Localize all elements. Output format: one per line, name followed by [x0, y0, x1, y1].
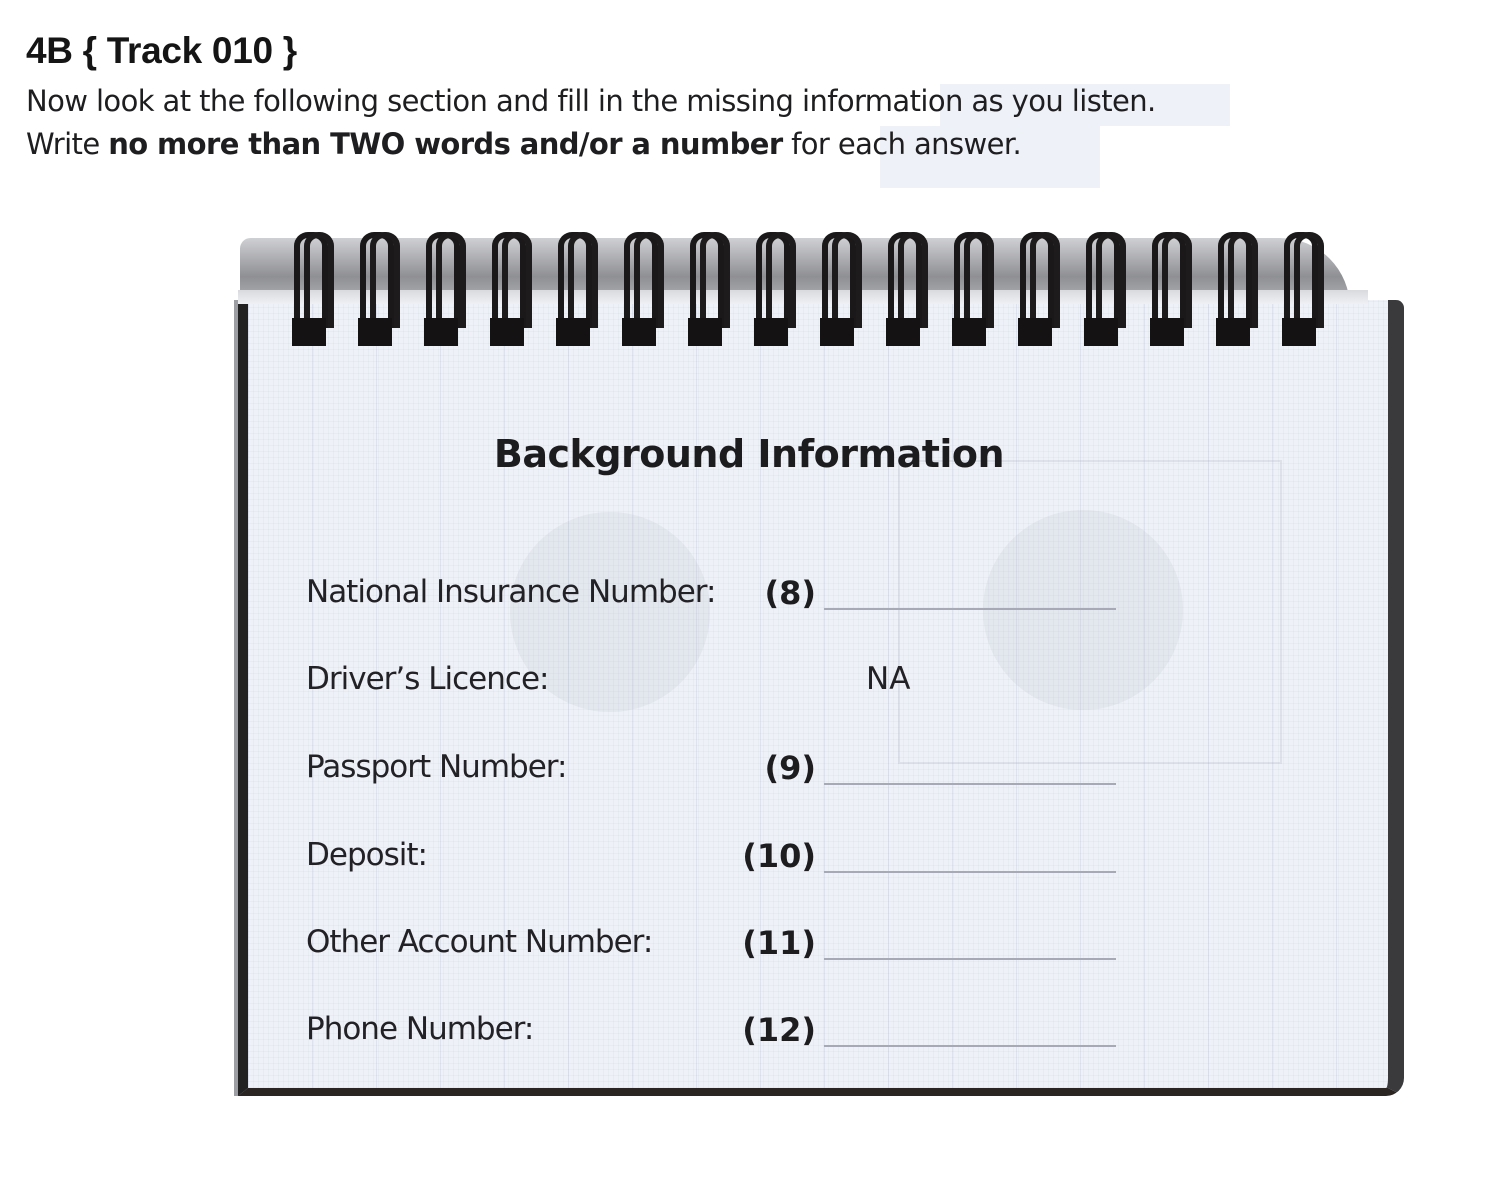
answer-blank[interactable] — [824, 871, 1116, 873]
field-label: National Insurance Number: — [306, 574, 716, 610]
instruction-line-1: Now look at the following section and fill in the missing information as you listen. — [26, 84, 1156, 118]
question-number: (8) — [764, 574, 816, 612]
answer-blank[interactable] — [824, 783, 1116, 785]
instruction-emphasis: no more than TWO words and/or a number — [108, 127, 783, 161]
instruction-prefix: Write — [26, 127, 109, 161]
answer-blank[interactable] — [824, 1045, 1116, 1047]
instruction-suffix: for each answer. — [782, 127, 1022, 161]
spiral-binding — [290, 230, 1350, 350]
spiral-ring-icon — [1082, 230, 1122, 350]
field-label: Deposit: — [306, 837, 427, 873]
field-value: NA — [866, 661, 911, 697]
spiral-ring-icon — [356, 230, 396, 350]
spiral-ring-icon — [1016, 230, 1056, 350]
question-number: (9) — [764, 749, 816, 787]
field-national-insurance — [306, 574, 1126, 624]
spiral-ring-icon — [686, 230, 726, 350]
card-title: Background Information — [493, 432, 1005, 476]
field-label: Other Account Number: — [306, 924, 653, 960]
field-label: Passport Number: — [306, 749, 567, 785]
spiral-ring-icon — [950, 230, 990, 350]
spiral-ring-icon — [290, 230, 330, 350]
question-number: (11) — [742, 924, 816, 962]
spiral-ring-icon — [752, 230, 792, 350]
question-number: (10) — [742, 837, 816, 875]
spiral-ring-icon — [818, 230, 858, 350]
spiral-ring-icon — [884, 230, 924, 350]
field-drivers-licence — [306, 661, 1126, 711]
spiral-ring-icon — [554, 230, 594, 350]
field-deposit — [306, 837, 1126, 887]
instruction-line-2 — [26, 127, 1021, 161]
field-passport-number — [306, 749, 1126, 799]
field-label: Phone Number: — [306, 1011, 534, 1047]
spiral-ring-icon — [488, 230, 528, 350]
answer-blank[interactable] — [824, 958, 1116, 960]
spiral-ring-icon — [422, 230, 462, 350]
field-other-account-number — [306, 924, 1126, 974]
answer-blank[interactable] — [824, 608, 1116, 610]
spiral-ring-icon — [620, 230, 660, 350]
spiral-ring-icon — [1148, 230, 1188, 350]
field-label: Driver’s Licence: — [306, 661, 549, 697]
exercise-title: 4B { Track 010 } — [26, 30, 297, 71]
question-number: (12) — [742, 1011, 816, 1049]
field-phone-number — [306, 1011, 1126, 1061]
spiral-ring-icon — [1214, 230, 1254, 350]
spiral-ring-icon — [1280, 230, 1320, 350]
